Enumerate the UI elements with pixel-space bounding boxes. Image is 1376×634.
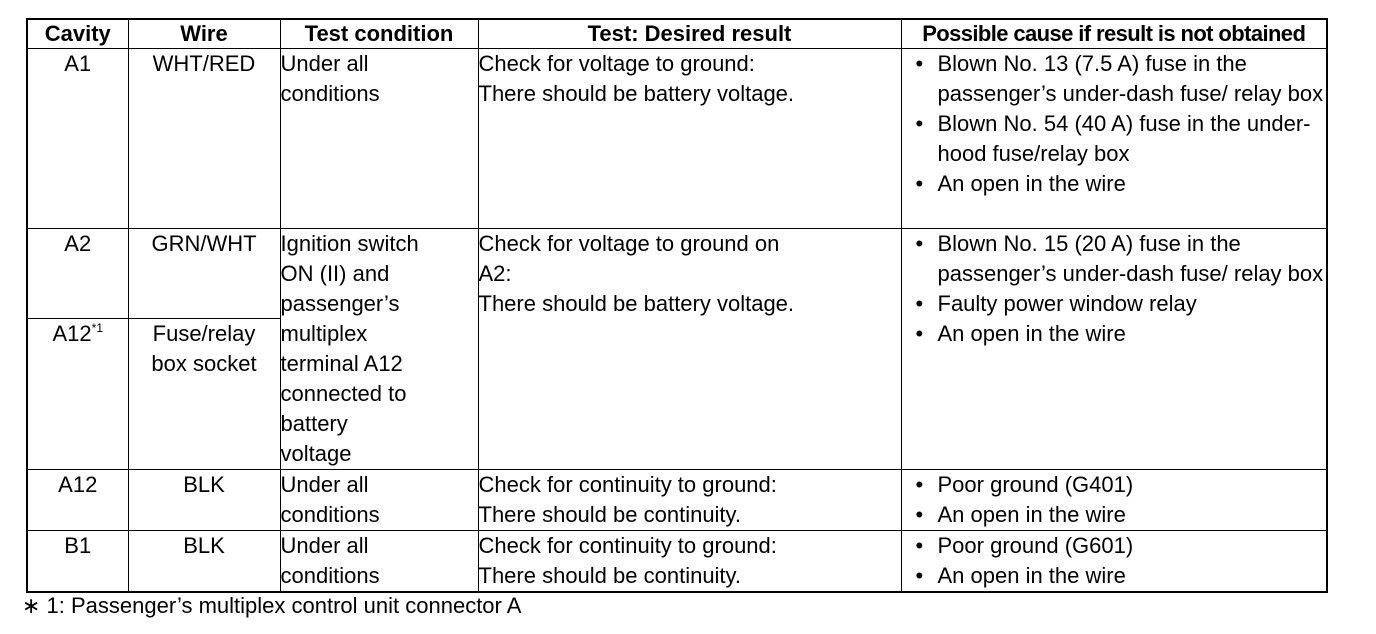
footnote-marker: *1 (91, 321, 103, 336)
cause-item: • Blown No. 54 (40 A) fuse in the under-hood fuse/relay box (912, 109, 1327, 169)
cause-item: • An open in the wire (912, 319, 1327, 349)
cavity-cell: B1 (27, 531, 128, 593)
wire-cell: WHT/RED (128, 49, 280, 229)
result-line: There should be continuity. (478, 563, 742, 588)
result-line: Check for voltage to ground on (478, 231, 780, 256)
cause-item: • An open in the wire (912, 561, 1327, 591)
result-cell (478, 470, 901, 531)
condition-cell (280, 531, 478, 593)
condition-line: ON (II) and (280, 261, 390, 286)
cause-cell (901, 49, 1327, 229)
result-cell (478, 49, 901, 229)
result-cell (478, 229, 901, 470)
cause-item: • Poor ground (G401) (912, 470, 1327, 500)
condition-line: passenger’s (280, 291, 400, 316)
cause-item: • An open in the wire (912, 500, 1327, 530)
condition-line: voltage (280, 441, 352, 466)
cavity-label: A12 (52, 321, 92, 347)
result-line: A2: (478, 261, 512, 286)
cause-list (902, 49, 1327, 199)
cause-cell (901, 229, 1327, 470)
cause-cell (901, 470, 1327, 531)
cavity-cell: A1 (27, 49, 128, 229)
result-line: Check for continuity to ground: (478, 472, 777, 497)
condition-line: conditions (280, 502, 380, 527)
table-row (27, 229, 1327, 319)
wire-cell: BLK (128, 531, 280, 593)
cause-list (902, 470, 1327, 530)
cavity-cell: A2 (27, 229, 128, 319)
footnote: ∗ 1: Passenger’s multiplex control unit connector A (22, 593, 522, 618)
wire-cell: BLK (128, 470, 280, 531)
header-possible-cause: Possible cause if result is not obtained (901, 19, 1327, 49)
wire-cell: GRN/WHT (128, 229, 280, 319)
cause-list (902, 531, 1327, 591)
condition-line: conditions (280, 81, 380, 106)
condition-line: Under all (280, 533, 369, 558)
table-row (27, 470, 1327, 531)
condition-line: multiplex (280, 321, 368, 346)
condition-line: connected to (280, 381, 407, 406)
cause-item: • An open in the wire (912, 169, 1327, 199)
condition-cell (280, 229, 478, 470)
table-header-row (27, 19, 1327, 49)
cause-item: • Faulty power window relay (912, 289, 1327, 319)
condition-line: Under all (280, 472, 369, 497)
condition-line: battery (280, 411, 348, 436)
cavity-cell: A12 (27, 470, 128, 531)
cause-cell (901, 531, 1327, 593)
condition-line: terminal A12 (280, 351, 403, 376)
cause-list (902, 229, 1327, 349)
wire-cell (128, 319, 280, 470)
condition-line: conditions (280, 563, 380, 588)
condition-cell (280, 49, 478, 229)
condition-line: Under all (280, 51, 369, 76)
diagnostic-table-container (26, 18, 1328, 593)
result-line: There should be battery voltage. (478, 291, 795, 316)
header-desired-result: Test: Desired result (478, 19, 901, 49)
cause-item: • Poor ground (G601) (912, 531, 1327, 561)
header-test-condition: Test condition (280, 19, 478, 49)
condition-line: Ignition switch (280, 231, 419, 256)
wire-line: Fuse/relay (152, 321, 256, 347)
wire-line: box socket (151, 351, 257, 377)
result-line: There should be continuity. (478, 502, 742, 527)
cause-item: • Blown No. 13 (7.5 A) fuse in the passenger’s under-dash fuse/ relay box (912, 49, 1327, 109)
result-line: There should be battery voltage. (478, 81, 795, 106)
result-line: Check for continuity to ground: (478, 533, 777, 558)
table-row (27, 531, 1327, 593)
diagnostic-table (26, 18, 1328, 593)
cavity-cell (27, 319, 128, 470)
table-row (27, 49, 1327, 229)
header-cavity: Cavity (27, 19, 128, 49)
condition-cell (280, 470, 478, 531)
header-wire: Wire (128, 19, 280, 49)
result-line: Check for voltage to ground: (478, 51, 755, 76)
result-cell (478, 531, 901, 593)
cause-item: • Blown No. 15 (20 A) fuse in the passenger’s under-dash fuse/ relay box (912, 229, 1327, 289)
